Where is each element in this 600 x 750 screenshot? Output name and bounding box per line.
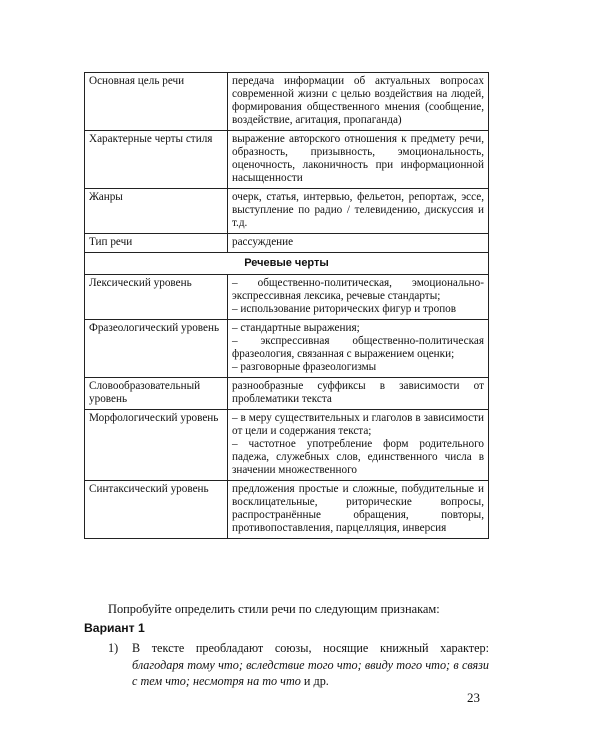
row-label: Словообразовательный уровень [85,378,228,410]
table-row [85,73,489,131]
item-number: 1) [108,641,119,655]
table-row [85,189,489,234]
row-content [228,410,489,481]
content-line: – в меру существительных и глаголов в зависимости от цели и содержания текста; [232,412,484,437]
row-label: Тип речи [85,234,228,253]
exercise-prompt: Попробуйте определить стили речи по следующим признакам: [108,602,440,616]
item-body [132,640,489,690]
row-label: Лексический уровень [85,275,228,320]
table-row [85,275,489,320]
row-content: рассуждение [228,234,489,253]
row-label: Основная цель речи [85,73,228,131]
item-intro: В тексте преобладают союзы, носящие книжный характер: [132,641,489,655]
style-characteristics-table [84,72,489,539]
exercise-item [84,640,489,690]
content-line: – частотное употребление форм родительного падежа, служебных слов, единственного числа в значении множественного [232,438,484,476]
item-tail: и др. [303,674,329,688]
table-row [85,481,489,539]
section-header-row [85,253,489,275]
row-content: передача информации об актуальных вопросах современной жизни с целью воздействия на людей, формирования общественного мнения (сообщение, воздействие, агитация, пропаганда) [228,73,489,131]
section-title: Речевые черты [85,253,489,275]
row-label: Синтаксический уровень [85,481,228,539]
content-line: – общественно-политическая, эмоционально-экспрессивная лексика, речевые стандарты; [232,277,484,302]
content-line: – разговорные фразеологизмы [232,361,377,373]
table-row [85,410,489,481]
row-content [228,275,489,320]
item-examples: благодаря тому что; вследствие того что; ввиду того что; в связи с тем что; несмотря на то что [132,657,489,688]
row-content [228,320,489,378]
row-content: очерк, статья, интервью, фельетон, репортаж, эссе, выступление по радио / телевидению, дискуссия и т.д. [228,189,489,234]
page-number: 23 [467,690,480,705]
content-line: – стандартные выражения; [232,322,360,334]
table-row [85,320,489,378]
content-line: предложения простые и сложные, побудительные и восклицательные, риторические вопросы, распространённые обращения, повторы, противопоставления, парцелляция, инверсия [232,483,484,534]
row-label: Фразеологический уровень [85,320,228,378]
table-row [85,378,489,410]
row-content [228,481,489,539]
row-label: Характерные черты стиля [85,131,228,189]
row-content: выражение авторского отношения к предмету речи, образность, призывность, эмоциональность, оценочность, лаконичность при информационной насыщенности [228,131,489,189]
row-content [228,378,489,410]
row-label: Морфологический уровень [85,410,228,481]
row-label: Жанры [85,189,228,234]
content-line: разнообразные суффиксы в зависимости от проблематики текста [232,380,484,405]
content-line: – экспрессивная общественно-политическая фразеология, связанная с выражением оценки; [232,335,484,360]
table-row [85,131,489,189]
table-row [85,234,489,253]
content-line: – использование риторических фигур и тропов [232,303,457,315]
variant-title: Вариант 1 [84,621,145,635]
